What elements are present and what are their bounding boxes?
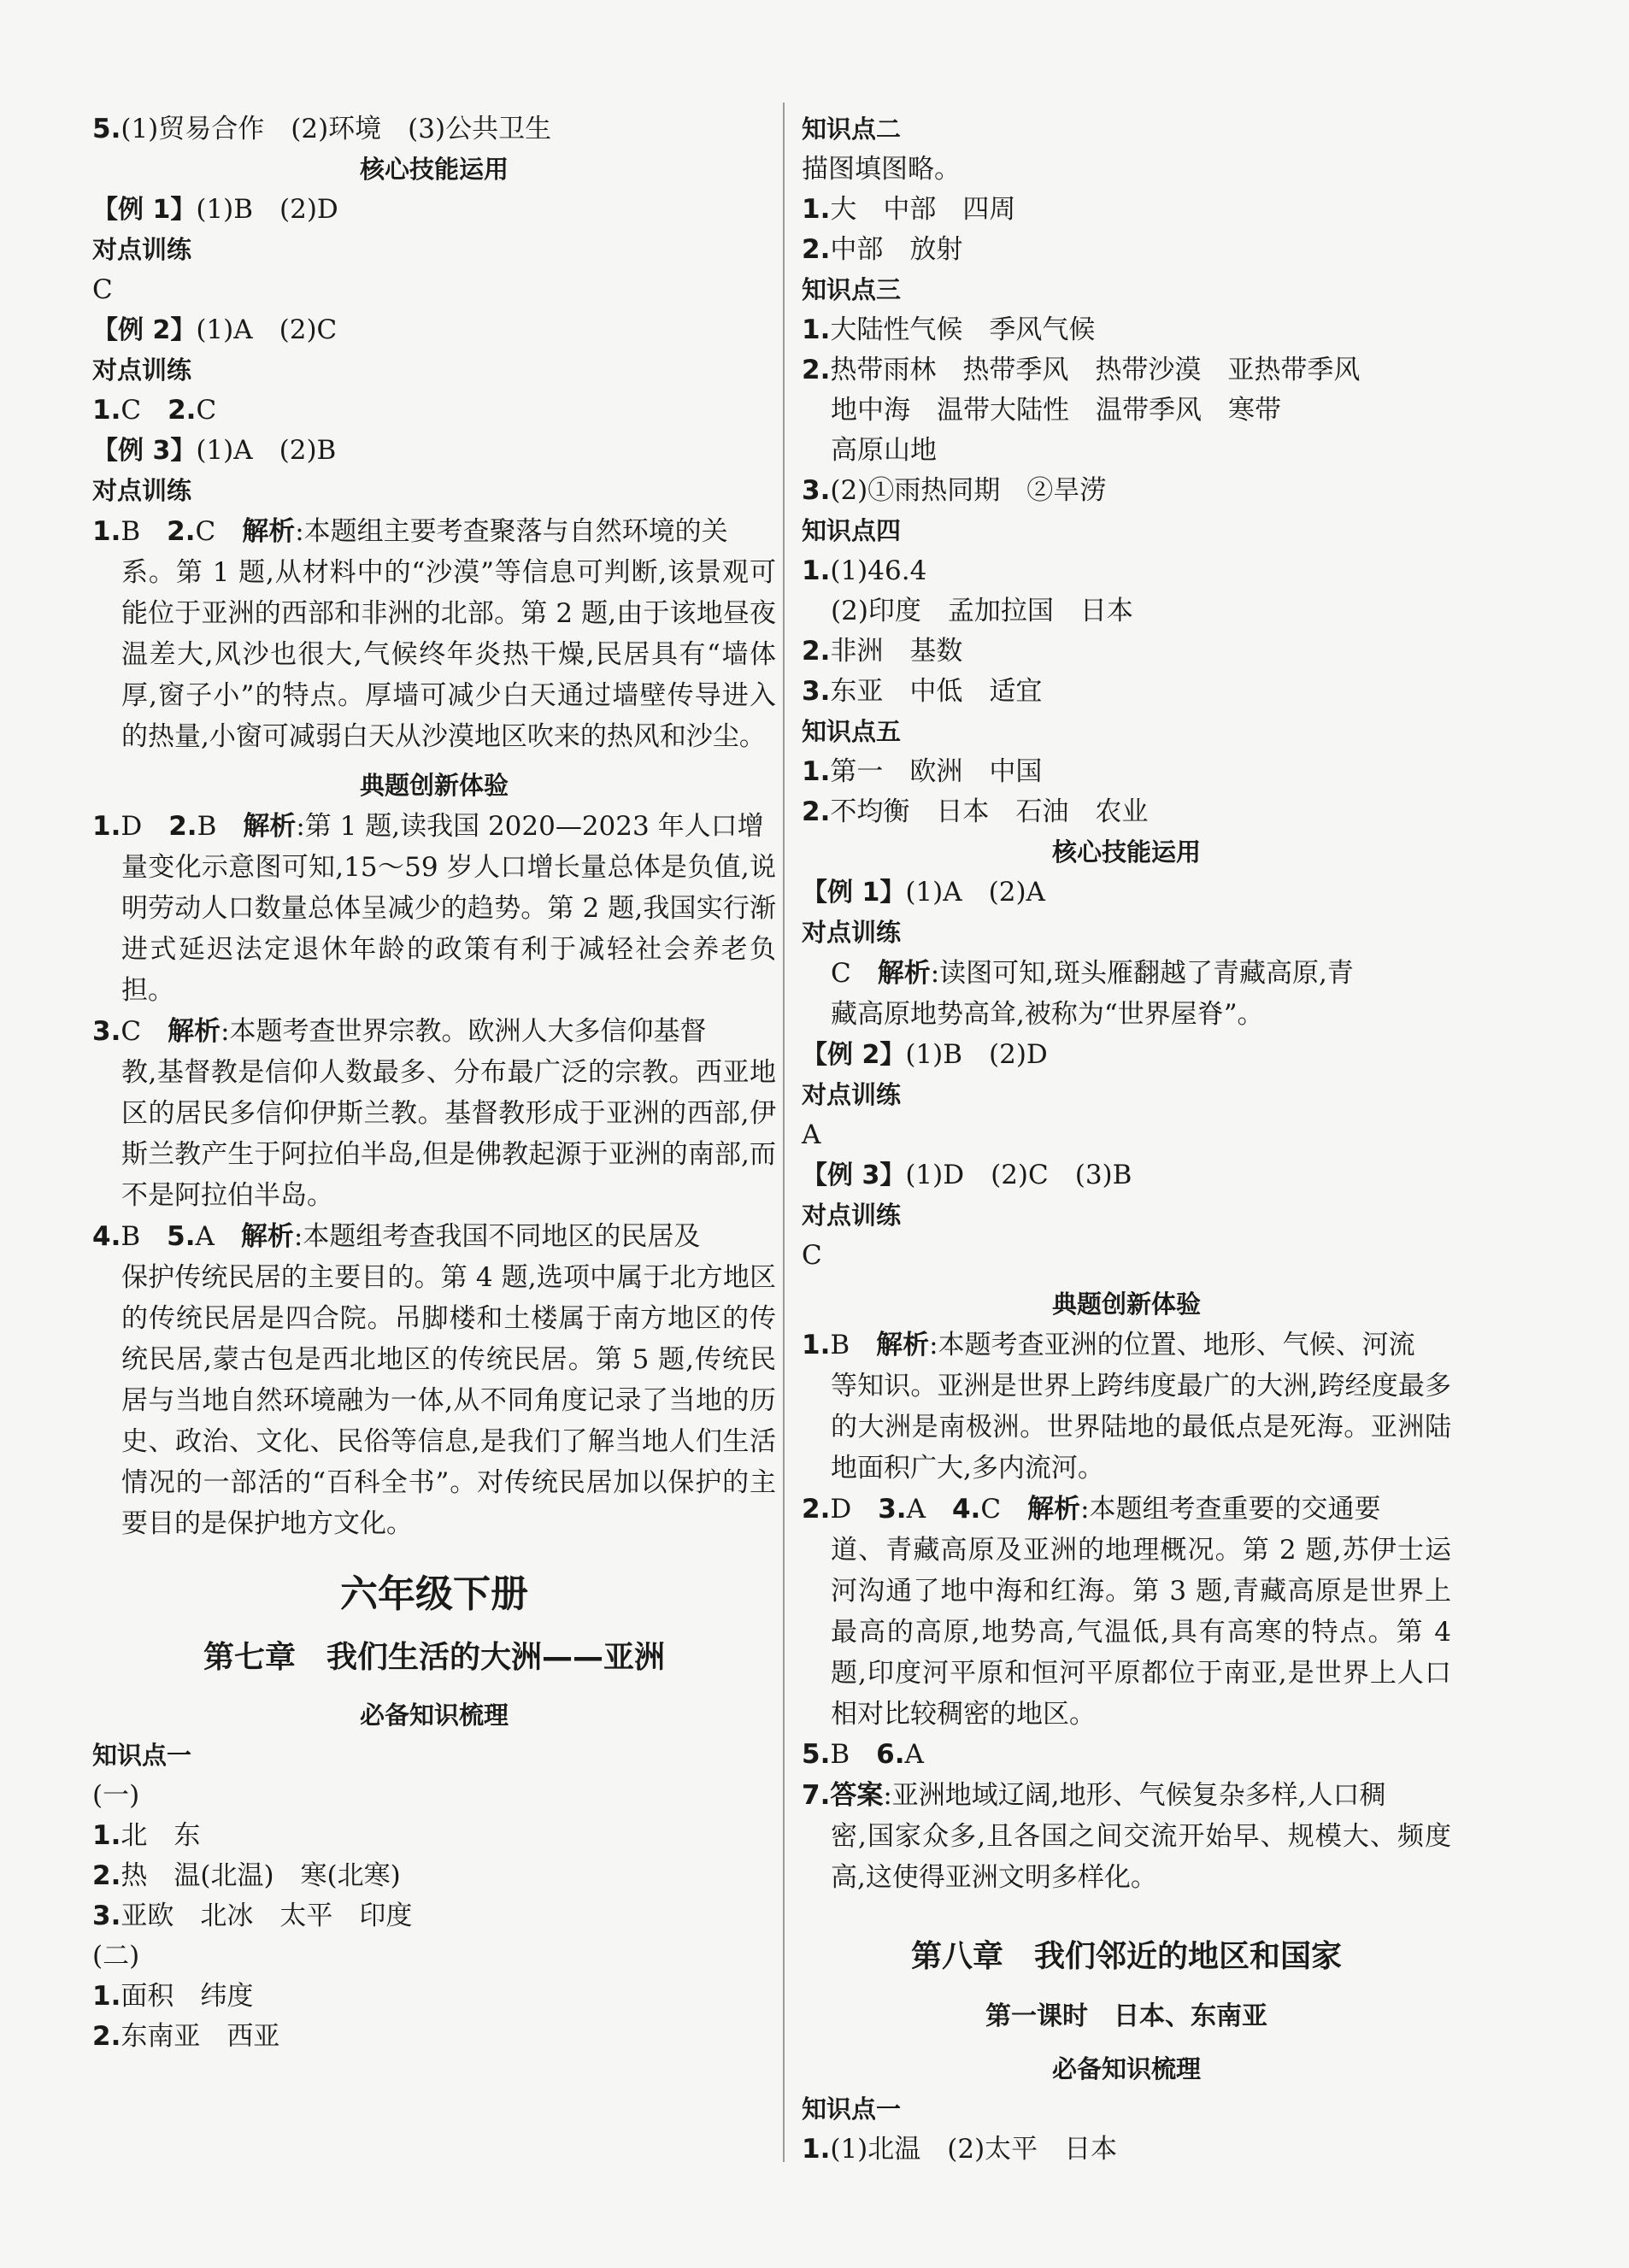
section-heading: 核心技能运用 xyxy=(359,155,509,184)
answer-line: 2.中部 放射 xyxy=(802,234,963,265)
answer-line: 2.不均衡 日本 石油 农业 xyxy=(802,796,1149,827)
answer-line: 3.亚欧 北冰 太平 印度 xyxy=(92,1901,413,1931)
explanation-paragraph: 1.B 2.C 解析:本题组主要考查聚落与自然环境的关 系。第 1 题,从材料中的“沙漠”等信息可判断,该景观可能位于亚洲的西部和非洲的北部。第 2 题,由于该地昼夜温差大,风沙也很大,气候终年炎热干燥,民居具有“墙体厚,窗子小”的特点。厚墙可减少白天通过墙壁传导进入的热量,小窗可减弱白天从沙漠地区吹来的热风和沙尘。 xyxy=(92,516,776,752)
drill-label: 对点训练 xyxy=(92,476,192,505)
knowledge-point-label: 知识点一 xyxy=(802,2095,902,2124)
sub-heading: (一) xyxy=(92,1780,140,1811)
answer-line: C xyxy=(802,1240,822,1271)
knowledge-point-label: 知识点二 xyxy=(802,115,902,144)
answer-line: 高原山地 xyxy=(831,435,937,466)
chapter-title: 第八章 我们邻近的地区和国家 xyxy=(910,1939,1342,1974)
knowledge-point-label: 知识点五 xyxy=(802,717,902,746)
drill-label: 对点训练 xyxy=(802,1080,902,1109)
right-column xyxy=(802,109,1451,2170)
column-divider xyxy=(783,103,785,2162)
volume-title: 六年级下册 xyxy=(340,1572,528,1616)
answer-line: 1.大 中部 四周 xyxy=(802,194,1016,225)
example-answer: 【例 3】(1)A (2)B xyxy=(92,435,337,466)
answer-line: 2.热带雨林 热带季风 热带沙漠 亚热带季风 xyxy=(802,355,1361,385)
answer-line: 地中海 温带大陆性 温带季风 寒带 xyxy=(831,395,1281,426)
explanation-paragraph: 1.D 2.B 解析:第 1 题,读我国 2020—2023 年人口增 量变化示意图可知,15～59 岁人口增长量总体是负值,说明劳动人口数量总体呈减少的趋势。第 2 题,我国实行渐进式延迟法定退休年龄的政策有利于减轻社会养老负担。 xyxy=(92,811,776,1006)
drill-label: 对点训练 xyxy=(92,355,192,385)
section-heading: 核心技能运用 xyxy=(1051,837,1201,867)
answer-line: 1.大陆性气候 季风气候 xyxy=(802,314,1096,345)
knowledge-point-label: 知识点四 xyxy=(802,516,902,545)
section-heading: 必备知识梳理 xyxy=(359,1701,509,1730)
chapter-title: 第七章 我们生活的大洲——亚洲 xyxy=(203,1640,665,1675)
lesson-title: 第一课时 日本、东南亚 xyxy=(985,2001,1267,2031)
left-column xyxy=(92,109,776,2057)
answer-line: 1.(1)46.4 xyxy=(802,555,927,586)
answer-line: A xyxy=(802,1119,821,1150)
knowledge-point-label: 知识点一 xyxy=(92,1741,192,1770)
answer-line: 2.东南亚 西亚 xyxy=(92,2021,280,2052)
answer-line: (2)印度 孟加拉国 日本 xyxy=(831,596,1133,626)
answer-line: C xyxy=(92,274,113,305)
answer-line: 5.B 6.A xyxy=(802,1739,924,1770)
example-answer: 【例 3】(1)D (2)C (3)B xyxy=(802,1160,1132,1190)
answer-line: 1.(1)北温 (2)太平 日本 xyxy=(802,2134,1118,2165)
section-heading: 典题创新体验 xyxy=(359,771,509,800)
explanation-paragraph: 3.C 解析:本题考查世界宗教。欧洲人大多信仰基督 教,基督教是信仰人数最多、分布最广泛的宗教。西亚地区的居民多信仰伊斯兰教。基督教形成于亚洲的西部,伊斯兰教产生于阿拉伯半岛,但是佛教起源于亚洲的南部,而不是阿拉伯半岛。 xyxy=(92,1016,776,1211)
answer-line: 2.非洲 基数 xyxy=(802,636,963,667)
explanation-paragraph: 2.D 3.A 4.C 解析:本题组考查重要的交通要 道、青藏高原及亚洲的地理概况。第 2 题,苏伊士运河沟通了地中海和红海。第 3 题,青藏高原是世界上最高的高原,地势高,气温低,具有高寒的特点。第 4 题,印度河平原和恒河平原都位于南亚,是世界上人口相对比较稠密的地区。 xyxy=(802,1494,1451,1730)
example-answer: 【例 1】(1)B (2)D xyxy=(92,194,338,225)
explanation-paragraph: 4.B 5.A 解析:本题组考查我国不同地区的民居及 保护传统民居的主要目的。第 4 题,选项中属于北方地区的传统民居是四合院。吊脚楼和土楼属于南方地区的传统民居,蒙古包是西北地区的传统民居。第 5 题,传统民居与当地自然环境融为一体,从不同角度记录了当地的历史、政治、文化、民俗等信息,是我们了解当地人们生活情况的一部活的“百科全书”。对传统民居加以保护的主要目的是保护地方文化。 xyxy=(92,1221,776,1539)
drill-label: 对点训练 xyxy=(802,918,902,947)
example-answer: 【例 1】(1)A (2)A xyxy=(802,877,1045,908)
answer-line: 3.(2)①雨热同期 ②旱涝 xyxy=(802,475,1107,506)
answer-line: 3.东亚 中低 适宜 xyxy=(802,676,1043,707)
answer-line: 1.北 东 xyxy=(92,1820,201,1851)
explanation-paragraph: 7.答案:亚洲地域辽阔,地形、气候复杂多样,人口稠 密,国家众多,且各国之间交流开始早、规模大、频度高,这使得亚洲文明多样化。 xyxy=(802,1780,1451,1893)
answer-line: 1.第一 欧洲 中国 xyxy=(802,756,1043,787)
drill-label: 对点训练 xyxy=(92,235,192,264)
answer-line: 1.面积 纬度 xyxy=(92,1981,254,2012)
answer-line: 描图填图略。 xyxy=(802,154,961,185)
knowledge-point-label: 知识点三 xyxy=(802,275,902,304)
example-answer: 【例 2】(1)A (2)C xyxy=(92,314,338,345)
answer-line: 5.(1)贸易合作 (2)环境 (3)公共卫生 xyxy=(92,114,552,144)
answer-line: 2.热 温(北温) 寒(北寒) xyxy=(92,1860,401,1891)
answer-line: 1.C 2.C xyxy=(92,395,217,426)
drill-label: 对点训练 xyxy=(802,1201,902,1230)
section-heading: 必备知识梳理 xyxy=(1051,2054,1201,2083)
explanation-paragraph: 1.B 解析:本题考查亚洲的位置、地形、气候、河流 等知识。亚洲是世界上跨纬度最广的大洲,跨经度最多的大洲是南极洲。世界陆地的最低点是死海。亚洲陆地面积广大,多内流河。 xyxy=(802,1330,1451,1484)
section-heading: 典题创新体验 xyxy=(1051,1290,1201,1319)
sub-heading: (二) xyxy=(92,1941,140,1971)
explanation-paragraph: C 解析:读图可知,斑头雁翻越了青藏高原,青 藏高原地势高耸,被称为“世界屋脊”。 xyxy=(831,958,1354,1030)
example-answer: 【例 2】(1)B (2)D xyxy=(802,1039,1048,1070)
